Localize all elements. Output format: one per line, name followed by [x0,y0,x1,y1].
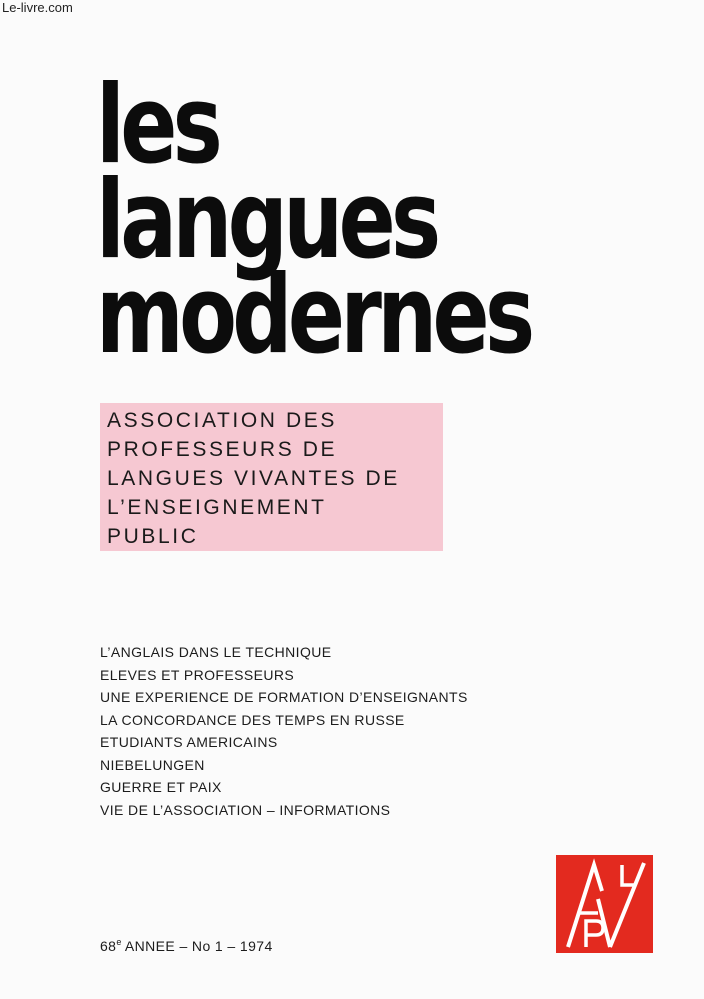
issue-info [100,937,273,954]
watermark-text: Le-livre.com [2,0,73,15]
issue-annee: ANNEE [124,938,176,954]
title-line-langues: langues [96,158,437,283]
contents-item: ETUDIANTS AMERICAINS [100,734,278,750]
issue-year-number: 68 [100,938,117,954]
contents-item: ELEVES ET PROFESSEURS [100,666,295,683]
issue-number: – No 1 [179,938,224,954]
title-line-les: les [96,63,219,188]
association-line: L’ENSEIGNEMENT [107,496,327,519]
table-of-contents [100,641,468,821]
association-line: PROFESSEURS DE [107,438,338,461]
aplv-logo-icon [556,855,653,953]
journal-title [96,63,531,378]
association-line: PUBLIC [107,525,199,548]
issue-year: – 1974 [227,938,273,954]
association-box [100,403,443,551]
aplv-logo [556,855,653,953]
contents-item: VIE DE L’ASSOCIATION – INFORMATIONS [100,801,391,818]
contents-item: GUERRE ET PAIX [100,779,222,795]
title-line-modernes: modernes [96,253,531,378]
contents-item: NIEBELUNGEN [100,756,205,773]
contents-item: UNE EXPERIENCE DE FORMATION D’ENSEIGNANTS [100,689,468,705]
issue-year-suffix: e [116,937,122,947]
contents-item: LA CONCORDANCE DES TEMPS EN RUSSE [100,711,405,728]
association-line: ASSOCIATION DES [107,409,337,432]
contents-item: L’ANGLAIS DANS LE TECHNIQUE [100,644,332,660]
association-line: LANGUES VIVANTES DE [107,467,400,490]
